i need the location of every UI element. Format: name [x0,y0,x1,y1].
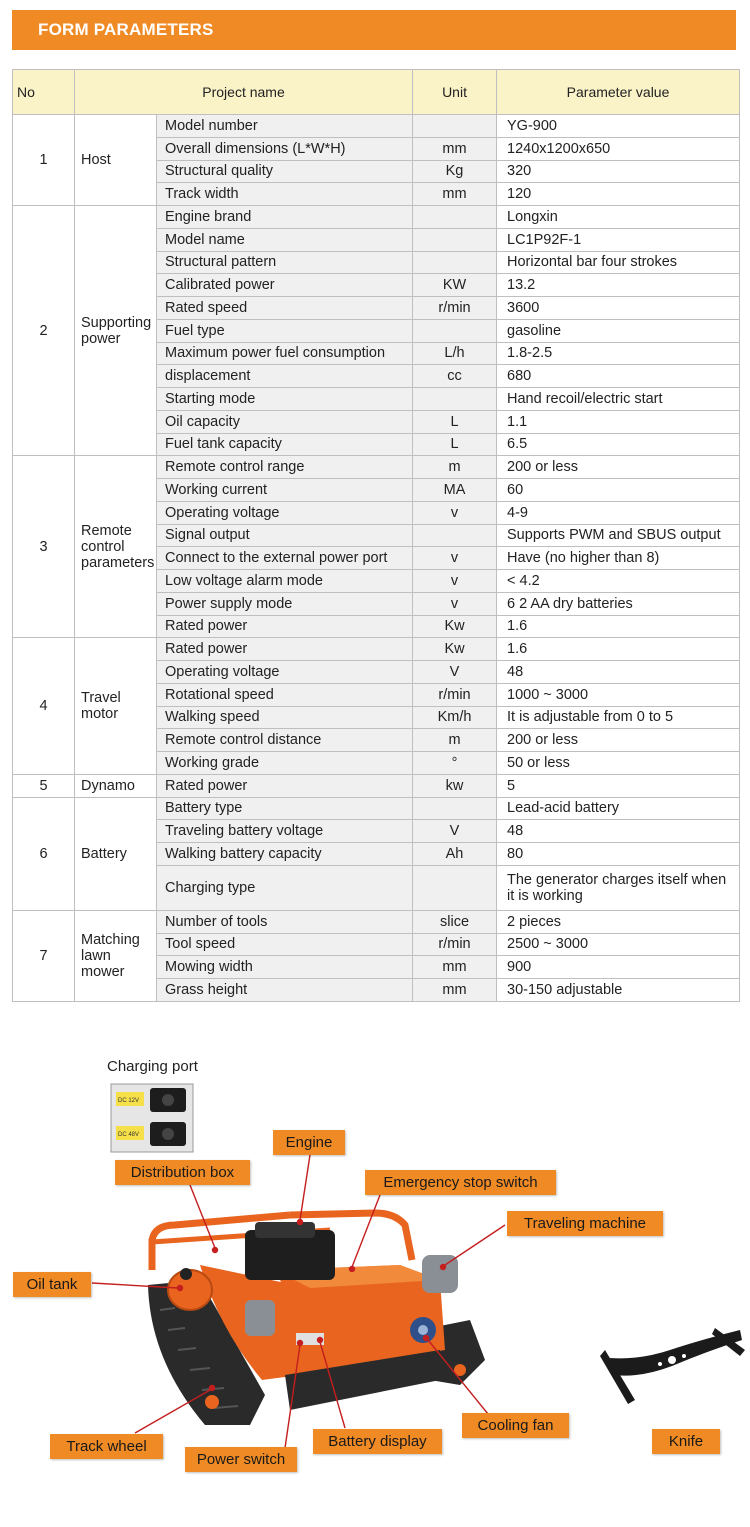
group-number: 4 [13,638,75,775]
parameter-value: 4-9 [497,501,740,524]
parameter-value: 1000 ~ 3000 [497,683,740,706]
parameter-value: Hand recoil/electric start [497,388,740,411]
parameter-name: Operating voltage [157,501,413,524]
group-name: Matching lawn mower [75,910,157,1001]
parameter-value: 5 [497,774,740,797]
label-cooling-fan: Cooling fan [462,1413,569,1438]
header-no: No [13,70,75,115]
table-row [13,115,740,138]
table-header-row [13,70,740,115]
parameter-value: 2 pieces [497,910,740,933]
parameter-unit: r/min [413,297,497,320]
parameter-unit: V [413,661,497,684]
charging-port-label: Charging port [107,1058,198,1075]
parameter-unit [413,115,497,138]
parameter-name: Starting mode [157,388,413,411]
label-battery-display: Battery display [313,1429,442,1454]
parameter-unit: kw [413,774,497,797]
parameter-name: Fuel type [157,319,413,342]
parameter-value: 6 2 AA dry batteries [497,592,740,615]
group-number: 3 [13,456,75,638]
parameter-name: Operating voltage [157,661,413,684]
parameter-name: Fuel tank capacity [157,433,413,456]
label-power-switch: Power switch [185,1447,297,1472]
parameter-name: Number of tools [157,910,413,933]
group-number: 6 [13,797,75,910]
parameter-name: Battery type [157,797,413,820]
parameter-unit: mm [413,979,497,1002]
parameter-value: Longxin [497,206,740,229]
header-project-name: Project name [75,70,413,115]
parameter-value: 3600 [497,297,740,320]
parameter-unit: Ah [413,843,497,866]
parameter-value: It is adjustable from 0 to 5 [497,706,740,729]
table-row [13,910,740,933]
parameter-unit: m [413,729,497,752]
group-name: Host [75,115,157,206]
parameter-name: displacement [157,365,413,388]
parameter-unit: MA [413,479,497,502]
parameter-name: Structural quality [157,160,413,183]
parameter-unit: L [413,410,497,433]
label-distribution-box: Distribution box [115,1160,250,1185]
header-unit: Unit [413,70,497,115]
parameter-value: 200 or less [497,456,740,479]
parameter-unit [413,319,497,342]
parameter-name: Connect to the external power port [157,547,413,570]
parameter-value: 1.1 [497,410,740,433]
parameter-name: Calibrated power [157,274,413,297]
parameter-value: 13.2 [497,274,740,297]
parameter-name: Low voltage alarm mode [157,570,413,593]
parameter-name: Rated power [157,774,413,797]
parameter-unit: v [413,592,497,615]
parameter-unit: Kg [413,160,497,183]
parameter-unit [413,865,497,910]
parameter-unit: mm [413,956,497,979]
parameter-unit [413,206,497,229]
parameter-value: 200 or less [497,729,740,752]
parameter-name: Overall dimensions (L*W*H) [157,137,413,160]
parameter-name: Model name [157,228,413,251]
parameter-unit [413,251,497,274]
parameter-unit [413,228,497,251]
group-number: 5 [13,774,75,797]
group-name: Dynamo [75,774,157,797]
parameter-value: 680 [497,365,740,388]
parameter-name: Rotational speed [157,683,413,706]
table-row [13,638,740,661]
charging-port-image [111,1084,193,1152]
parameter-unit: v [413,547,497,570]
parameter-name: Working current [157,479,413,502]
parameter-value: 60 [497,479,740,502]
parameter-value: 48 [497,820,740,843]
parameter-unit: Kw [413,615,497,638]
parameter-unit: Km/h [413,706,497,729]
parameter-value: The generator charges itself when it is working [497,865,740,910]
group-name: Remote control parameters [75,456,157,638]
parameter-name: Tool speed [157,933,413,956]
parameter-unit: mm [413,137,497,160]
parameter-name: Rated power [157,638,413,661]
parameter-unit: v [413,570,497,593]
group-name: Battery [75,797,157,910]
parameter-name: Oil capacity [157,410,413,433]
parameter-unit: slice [413,910,497,933]
parameter-name: Maximum power fuel consumption [157,342,413,365]
label-knife: Knife [652,1429,720,1454]
parameter-name: Working grade [157,752,413,775]
parameter-unit: KW [413,274,497,297]
label-oil-tank: Oil tank [13,1272,91,1297]
parameter-unit: L/h [413,342,497,365]
parameter-unit [413,797,497,820]
parameter-value: 900 [497,956,740,979]
knife-image [600,1328,745,1404]
parameter-value: Have (no higher than 8) [497,547,740,570]
parameter-value: 6.5 [497,433,740,456]
parameter-name: Track width [157,183,413,206]
parameter-value: 1240x1200x650 [497,137,740,160]
parameter-value: 120 [497,183,740,206]
parameter-value: 320 [497,160,740,183]
table-body [13,115,740,1002]
parameter-value: LC1P92F-1 [497,228,740,251]
parameter-value: gasoline [497,319,740,342]
parameter-value: 2500 ~ 3000 [497,933,740,956]
parameter-unit: m [413,456,497,479]
table-row [13,206,740,229]
parameter-unit [413,388,497,411]
product-diagram [0,1030,750,1527]
group-number: 1 [13,115,75,206]
label-emergency-stop-switch: Emergency stop switch [365,1170,556,1195]
parameter-unit: L [413,433,497,456]
table-row [13,456,740,479]
table-row [13,797,740,820]
parameter-value: < 4.2 [497,570,740,593]
parameter-value: YG-900 [497,115,740,138]
mower-body [148,1213,485,1425]
parameter-name: Engine brand [157,206,413,229]
banner-title: FORM PARAMETERS [38,20,214,39]
table-row [13,774,740,797]
group-number: 2 [13,206,75,456]
parameter-value: 30-150 adjustable [497,979,740,1002]
parameter-unit [413,524,497,547]
parameter-name: Walking speed [157,706,413,729]
port-label-top: DC 12V [118,1098,140,1104]
parameter-value: 50 or less [497,752,740,775]
parameter-name: Model number [157,115,413,138]
parameter-unit: cc [413,365,497,388]
parameter-value: Horizontal bar four strokes [497,251,740,274]
parameter-name: Charging type [157,865,413,910]
parameter-unit: mm [413,183,497,206]
parameter-unit: Kw [413,638,497,661]
header-parameter-value: Parameter value [497,70,740,115]
parameter-name: Rated power [157,615,413,638]
parameter-name: Traveling battery voltage [157,820,413,843]
parameter-unit: ° [413,752,497,775]
port-label-bottom: DC 48V [118,1132,140,1138]
parameter-value: 1.6 [497,638,740,661]
label-engine: Engine [273,1130,345,1155]
parameter-unit: r/min [413,933,497,956]
parameters-table [12,69,740,1002]
parameter-unit: V [413,820,497,843]
section-banner [12,10,736,50]
parameter-value: 1.8-2.5 [497,342,740,365]
parameter-name: Rated speed [157,297,413,320]
parameter-value: Lead-acid battery [497,797,740,820]
parameter-name: Remote control distance [157,729,413,752]
parameter-name: Remote control range [157,456,413,479]
parameter-value: 1.6 [497,615,740,638]
parameter-name: Walking battery capacity [157,843,413,866]
parameter-unit: r/min [413,683,497,706]
group-number: 7 [13,910,75,1001]
label-traveling-machine: Traveling machine [507,1211,663,1236]
parameter-name: Structural pattern [157,251,413,274]
group-name: Travel motor [75,638,157,775]
parameter-value: 48 [497,661,740,684]
parameter-value: Supports PWM and SBUS output [497,524,740,547]
group-name: Supporting power [75,206,157,456]
label-track-wheel: Track wheel [50,1434,163,1459]
parameter-name: Power supply mode [157,592,413,615]
parameter-value: 80 [497,843,740,866]
parameter-name: Mowing width [157,956,413,979]
parameter-name: Signal output [157,524,413,547]
parameter-unit: v [413,501,497,524]
parameter-name: Grass height [157,979,413,1002]
